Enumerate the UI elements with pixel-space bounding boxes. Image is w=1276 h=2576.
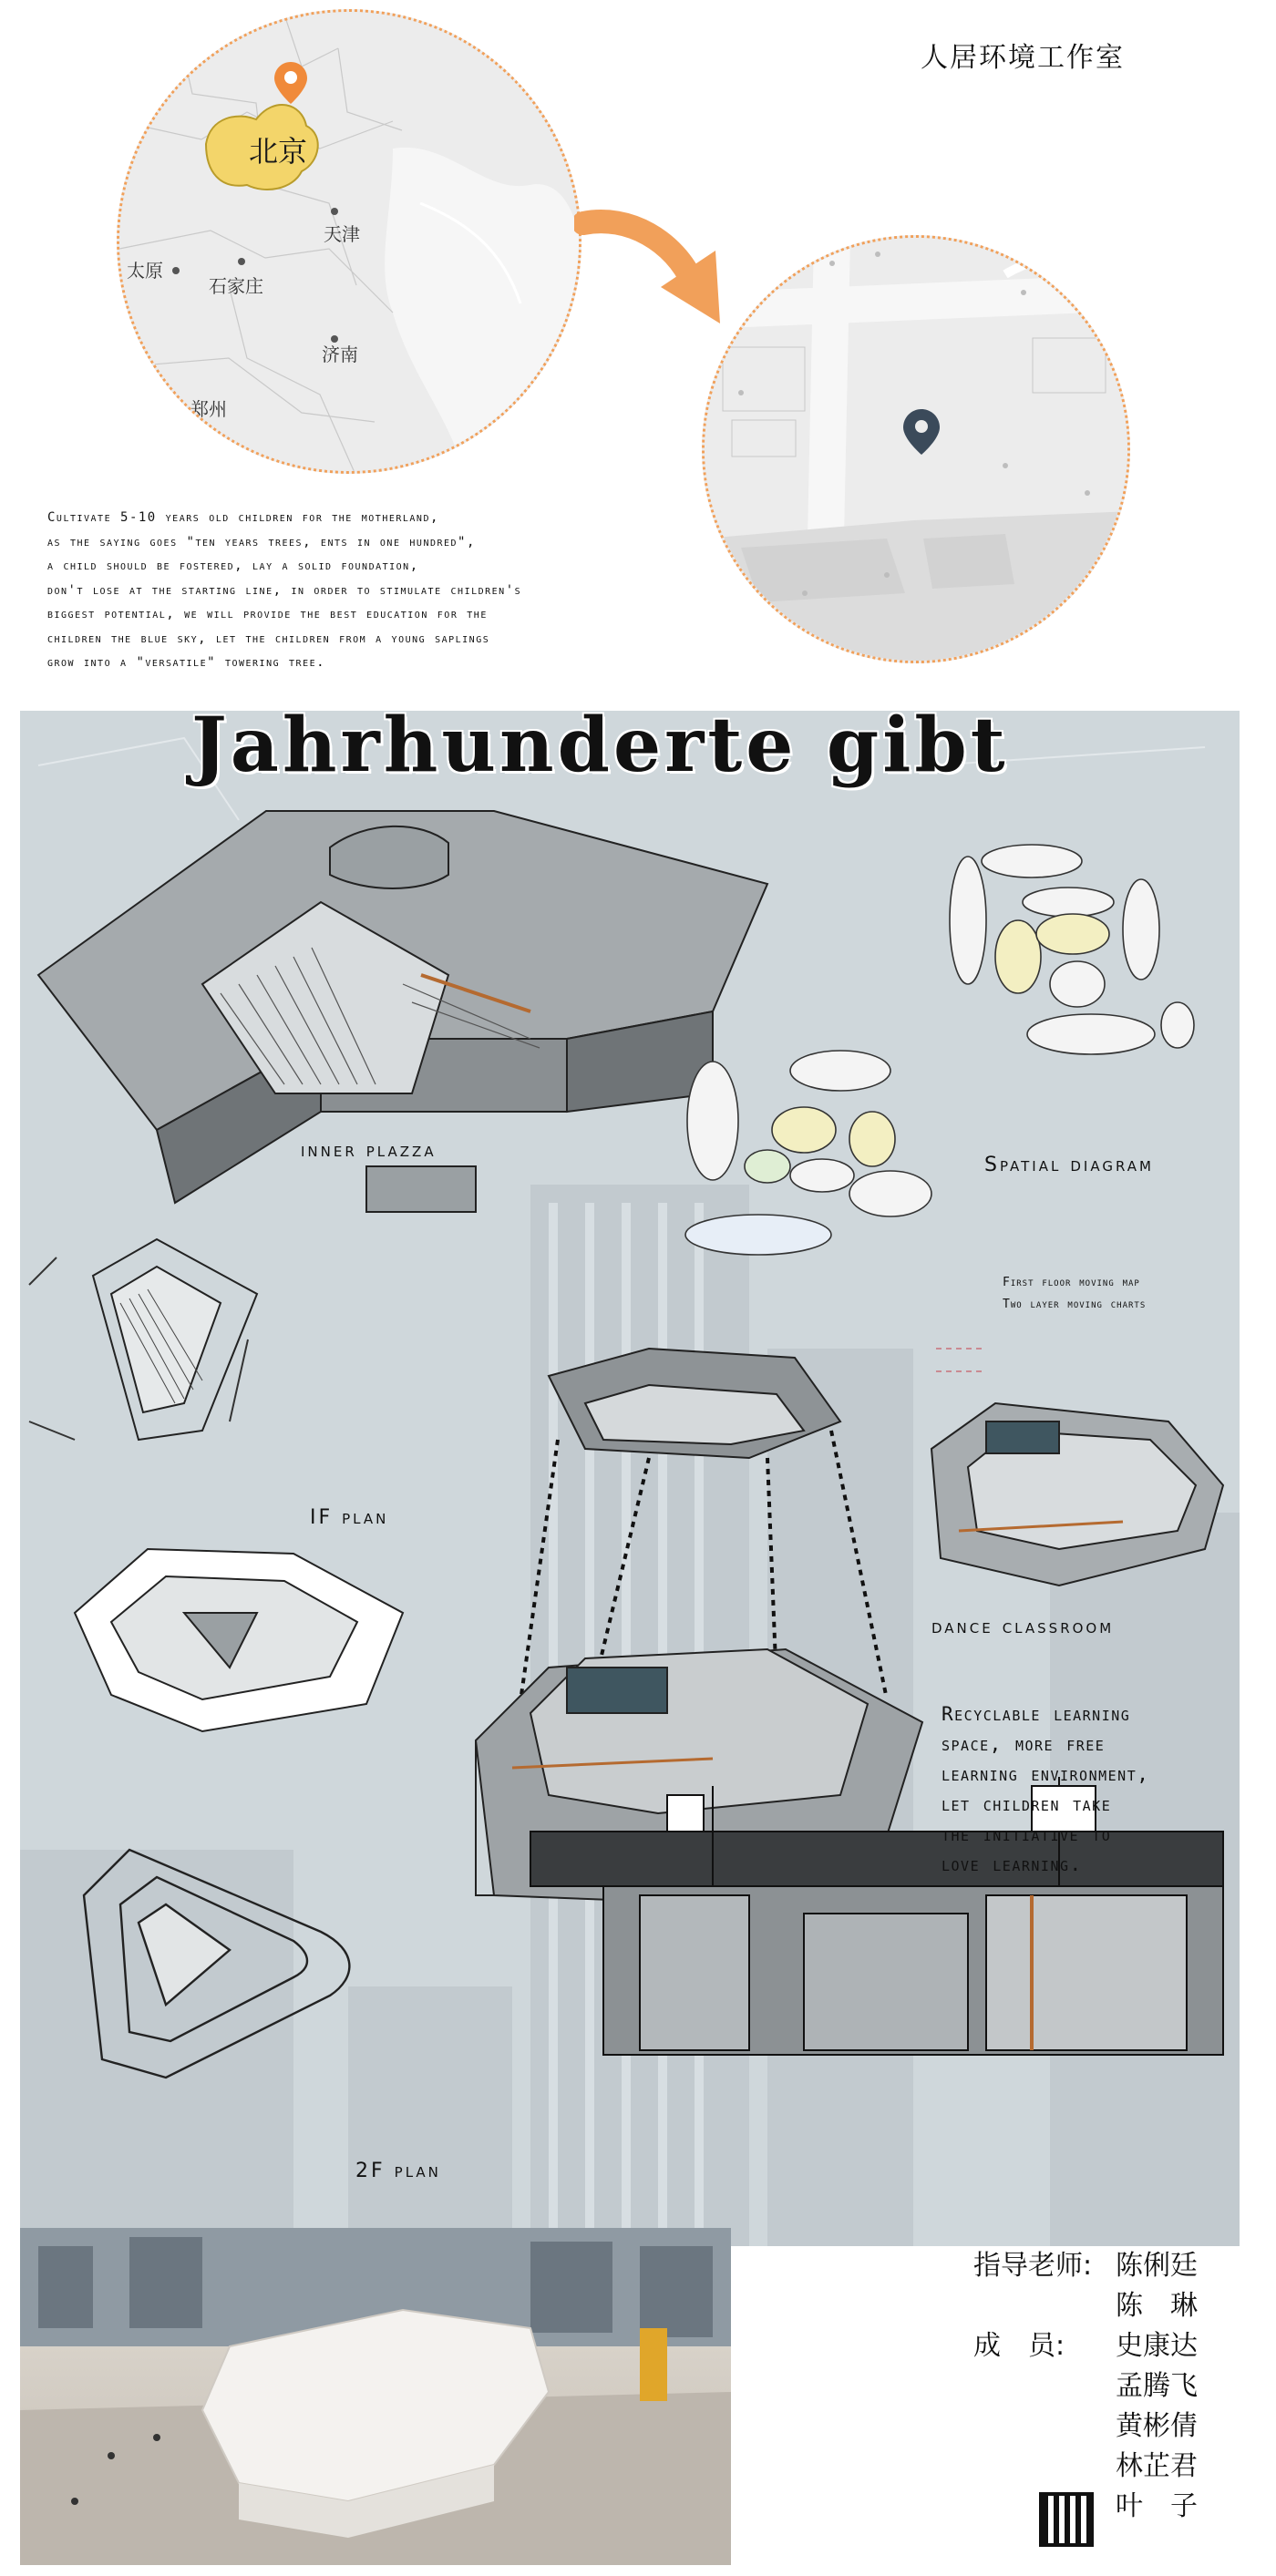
caption-inner-plazza: inner plazza: [301, 1139, 437, 1162]
credits-row: [973, 2447, 1247, 2487]
member-name: 林芷君: [1116, 2450, 1198, 2482]
intro-line: as the saying goes "ten years trees, ents in one hundred",: [47, 534, 476, 549]
recyclable-line: love learning.: [942, 1853, 1083, 1875]
caption-spatial-diagram: Spatial diagram: [984, 1154, 1154, 1176]
if-plan-drawing: [29, 1239, 257, 1440]
legend-first-floor: First floor moving map: [1003, 1276, 1140, 1289]
intro-line: don't lose at the starting line, in order to stimulate children's: [47, 582, 522, 598]
member-name: 叶 子: [1116, 2490, 1198, 2522]
city-dot: [238, 258, 245, 265]
recyclable-line: learning environment,: [942, 1763, 1150, 1785]
arrow-icon: [574, 196, 729, 342]
recyclable-line: the initiative to: [942, 1823, 1112, 1845]
intro-paragraph: [47, 506, 685, 675]
recyclable-line: space, more free: [942, 1733, 1106, 1755]
intro-line: children the blue sky, let the children from a young saplings: [47, 631, 490, 646]
city-label-zhengzhou: 郑州: [190, 398, 227, 420]
credits-row: [973, 2246, 1247, 2286]
poster-board: [20, 711, 1240, 2246]
city-dot: [331, 208, 338, 215]
intro-line: Cultivate 5-10 years old children for the motherland,: [47, 510, 439, 525]
site-pin-icon: [903, 409, 940, 455]
city-label-jinan: 济南: [322, 344, 358, 365]
caption-if-plan: IF plan: [310, 1506, 389, 1529]
member-name: 孟腾飞: [1116, 2370, 1198, 2402]
studio-title: 人居环境工作室: [921, 42, 1125, 74]
credits-row: [973, 2487, 1247, 2527]
city-label-shijiazhuang: 石家庄: [209, 275, 263, 297]
spatial-diagram-graphic: [685, 845, 1194, 1255]
intro-line: grow into a "versatile" towering tree.: [47, 655, 326, 670]
if-axonometric-drawing: [75, 1549, 403, 1731]
recyclable-line: Recyclable learning: [942, 1703, 1131, 1725]
poster-title: Jahrhunderte gibt: [191, 702, 1009, 789]
city-label-tianjin: 天津: [324, 223, 360, 245]
advisor-name: 陈俐廷: [1116, 2250, 1198, 2282]
city-dot: [172, 267, 180, 274]
intro-line: biggest potential, we will provide the best education for the: [47, 607, 488, 621]
member-name: 史康达: [1116, 2330, 1198, 2362]
members-label: 成 员:: [973, 2330, 1065, 2362]
recyclable-text: [942, 1699, 1149, 1880]
location-pin-icon: [274, 62, 307, 104]
advisor-name: 陈 琳: [1116, 2290, 1198, 2322]
advisor-label: 指导老师:: [973, 2250, 1093, 2282]
legend-two-layer: Two layer moving charts: [1003, 1298, 1147, 1311]
credits-row: [973, 2326, 1247, 2366]
recyclable-line: let children take: [942, 1793, 1112, 1815]
credits-row: [973, 2407, 1247, 2447]
caption-dance-classroom: dance classroom: [931, 1616, 1115, 1638]
city-label-taiyuan: 太原: [127, 260, 163, 282]
site-rendering-graphic: [20, 2228, 731, 2565]
credits-row: [973, 2366, 1247, 2407]
board-background: [20, 711, 1240, 2246]
site-rendering-photo: [20, 2228, 731, 2565]
caption-2f-plan: 2F plan: [355, 2160, 441, 2182]
member-name: 黄彬倩: [1116, 2410, 1198, 2442]
qr-code-icon[interactable]: [1039, 2492, 1094, 2547]
credits-row: [973, 2286, 1247, 2326]
region-map: [117, 9, 581, 474]
site-map: [702, 235, 1130, 663]
credits-block: [973, 2246, 1247, 2527]
city-label-beijing: 北京: [249, 134, 308, 169]
intro-line: a child should be fostered, lay a solid foundation,: [47, 559, 419, 573]
